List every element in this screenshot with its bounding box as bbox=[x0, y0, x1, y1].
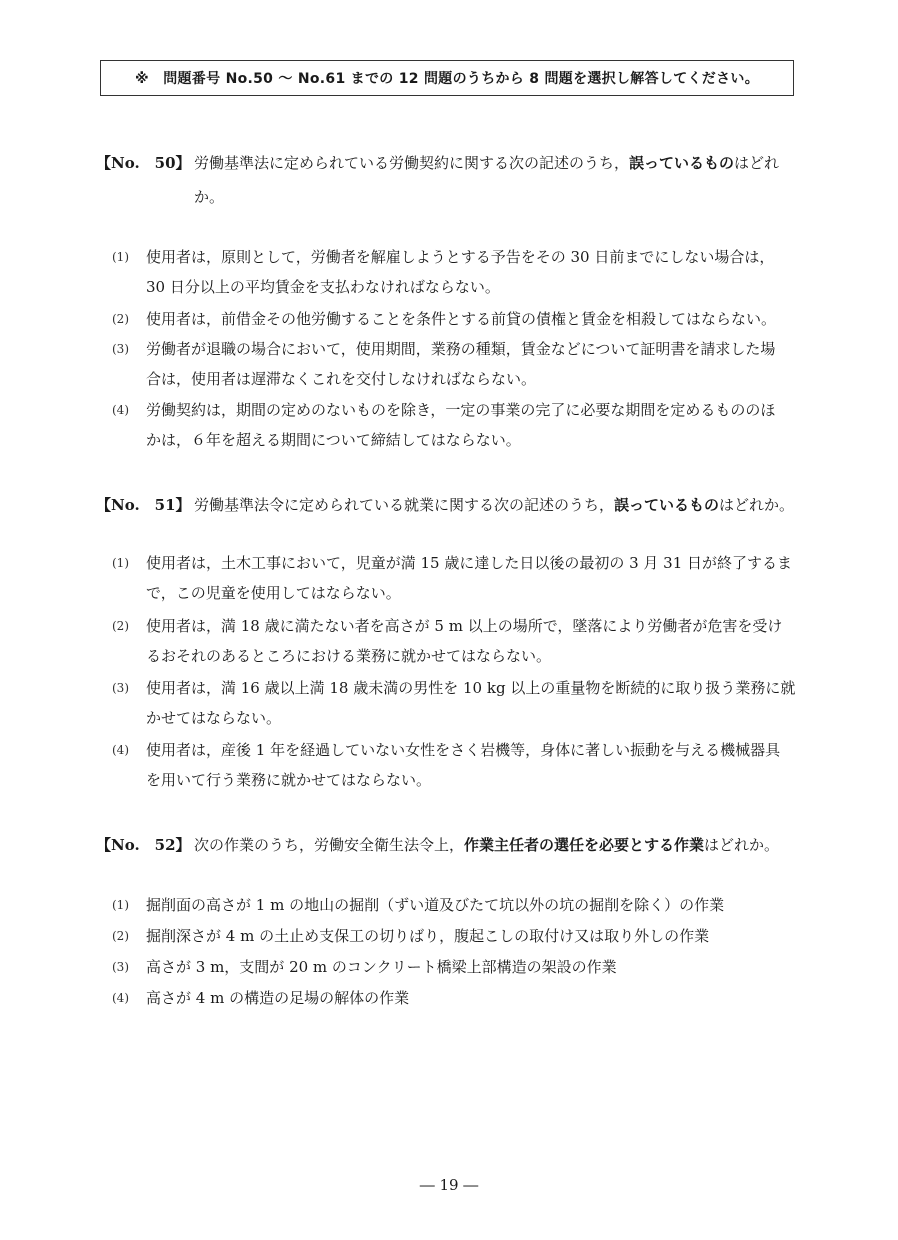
option-text: 労働契約は，期間の定めのないものを除き，一定の事業の完了に必要な期間を定めるもののほ かは，６年を超える期間について締結してはならない。 bbox=[146, 401, 776, 449]
option-text: 使用者は，満 16 歳以上満 18 歳未満の男性を 10 kg 以上の重量物を断続的に取り扱う業務に就 かせてはならない。 bbox=[146, 679, 796, 727]
q52-option-1 bbox=[112, 890, 802, 920]
option-number: (3) bbox=[112, 960, 129, 974]
option-text: 高さが 3 m，支間が 20 m のコンクリート橋梁上部構造の架設の作業 bbox=[146, 958, 617, 976]
option-text: 使用者は，前借金その他労働することを条件とする前貸の債権と賃金を相殺してはならない。 bbox=[146, 310, 777, 328]
option-text: 使用者は，原則として，労働者を解雇しようとする予告をその 30 日前までにしない場合は， 30 日分以上の平均賃金を支払わなければならない。 bbox=[146, 248, 775, 296]
option-number: (3) bbox=[112, 342, 129, 356]
q50-option-2 bbox=[112, 304, 802, 334]
q51-option-4 bbox=[112, 735, 802, 795]
page-number: ― 19 ― bbox=[419, 1176, 479, 1194]
option-text: 使用者は，土木工事において，児童が満 15 歳に達した日以後の最初の 3 月 31 日が終了するま で，この児童を使用してはならない。 bbox=[146, 554, 793, 602]
option-number: (2) bbox=[112, 619, 129, 633]
question-51-heading bbox=[96, 488, 816, 522]
question-number: 【No. 50】 bbox=[96, 154, 191, 172]
option-number: (1) bbox=[112, 556, 129, 570]
option-text: 使用者は，産後 1 年を経過していない女性をさく岩機等，身体に著しい振動を与える機械器具 を用いて行う業務に就かせてはならない。 bbox=[146, 741, 781, 789]
option-number: (1) bbox=[112, 898, 129, 912]
question-50-heading bbox=[96, 146, 816, 214]
option-text: 掘削面の高さが 1 m の地山の掘削（ずい道及びたて坑以外の坑の掘削を除く）の作業 bbox=[146, 896, 725, 914]
q50-option-1 bbox=[112, 242, 802, 302]
option-number: (2) bbox=[112, 312, 129, 326]
option-text: 高さが 4 m の構造の足場の解体の作業 bbox=[146, 989, 410, 1007]
question-stem: 労働基準法に定められている労働契約に関する次の記述のうち，誤っているものはどれか。 bbox=[194, 154, 780, 206]
option-text: 掘削深さが 4 m の土止め支保工の切りばり，腹起こしの取付け又は取り外しの作業 bbox=[146, 927, 710, 945]
option-number: (2) bbox=[112, 929, 129, 943]
q50-option-4 bbox=[112, 395, 802, 455]
option-number: (4) bbox=[112, 403, 129, 417]
q51-option-2 bbox=[112, 611, 802, 671]
option-text: 使用者は，満 18 歳に満たない者を高さが 5 m 以上の場所で，墜落により労働者が危害を受け るおそれのあるところにおける業務に就かせてはならない。 bbox=[146, 617, 783, 665]
q51-option-1 bbox=[112, 548, 802, 608]
question-number: 【No. 52】 bbox=[96, 836, 191, 854]
q51-option-3 bbox=[112, 673, 802, 733]
option-number: (1) bbox=[112, 250, 129, 264]
emphasis-text: 誤っているもの bbox=[629, 154, 735, 172]
question-52-heading bbox=[96, 828, 816, 862]
question-stem: 次の作業のうち，労働安全衛生法令上，作業主任者の選任を必要とする作業はどれか。 bbox=[194, 836, 780, 854]
option-number: (4) bbox=[112, 743, 129, 757]
question-stem: 労働基準法令に定められている就業に関する次の記述のうち，誤っているものはどれか。 bbox=[194, 496, 795, 514]
q50-option-3 bbox=[112, 334, 802, 394]
emphasis-text: 作業主任者の選任を必要とする作業 bbox=[464, 836, 705, 854]
question-number: 【No. 51】 bbox=[96, 496, 191, 514]
q52-option-4 bbox=[112, 983, 802, 1013]
q52-option-2 bbox=[112, 921, 802, 951]
instruction-notice: ※ 問題番号 No.50 ～ No.61 までの 12 問題のうちから 8 問題を選択し解答してください。 bbox=[100, 60, 794, 96]
q52-option-3 bbox=[112, 952, 802, 982]
emphasis-text: 誤っているもの bbox=[614, 496, 720, 514]
option-text: 労働者が退職の場合において，使用期間，業務の種類，賃金などについて証明書を請求した場 合は，使用者は遅滞なくこれを交付しなければならない。 bbox=[146, 340, 776, 388]
option-number: (4) bbox=[112, 991, 129, 1005]
option-number: (3) bbox=[112, 681, 129, 695]
